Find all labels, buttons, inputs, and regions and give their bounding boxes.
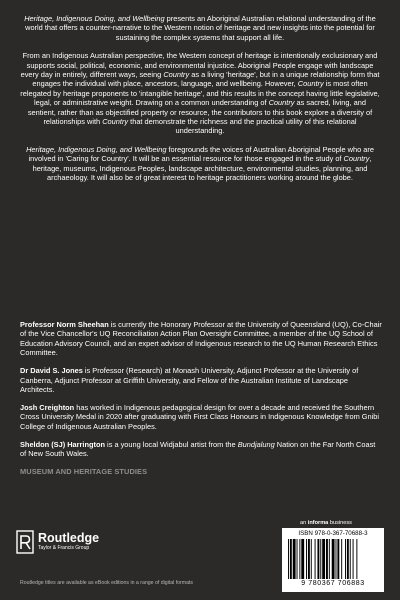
barcode-bar	[337, 539, 339, 579]
informa-business: an informa business	[300, 520, 352, 526]
routledge-r-icon	[16, 530, 34, 554]
barcode-bar	[350, 539, 351, 579]
bio-name: Dr David S. Jones	[20, 366, 83, 376]
barcode-bar	[326, 539, 328, 579]
barcode-bar	[332, 539, 335, 579]
barcode-bars	[288, 539, 378, 579]
book-title: Heritage, Indigenous Doing, and Wellbeing	[24, 14, 165, 23]
barcode-bar	[301, 539, 304, 579]
isbn-barcode	[282, 528, 384, 592]
barcode-bar	[293, 539, 296, 579]
publisher-name: Routledge	[38, 531, 100, 545]
barcode-bar	[353, 539, 354, 579]
barcode-bar	[345, 539, 346, 579]
barcode-bar	[315, 539, 316, 579]
barcode-digits: 9 780367 706883	[301, 580, 365, 587]
publisher-group: Taylor & Francis Group	[38, 545, 90, 551]
barcode-bar	[317, 539, 319, 579]
barcode-bar	[336, 539, 337, 579]
barcode-bar	[306, 539, 307, 579]
barcode-bar	[290, 539, 292, 579]
barcode-bar	[299, 539, 300, 579]
series-name: MUSEUM AND HERITAGE STUDIES	[20, 467, 148, 476]
barcode-bar	[341, 539, 342, 579]
barcode-bar	[308, 539, 310, 579]
author-bios	[20, 320, 382, 467]
description-paragraph-2: From an Indigenous Australian perspective, the Western concept of heritage is intentionally exclusionary and supports social, political, economic, and environmental injustice. Aboriginal People engage with landscape every day in entirely, different ways, seeing Country as a living 'heritage', but in a unique relationship form that engages the individual with place, ancestors, language, and wellbeing. However, Country is most often relegated by heritage proponents to 'intangible heritage', and this results in the concept having little legislative, legal, or administrative weight. Drawing on a common understanding of Country as sacred, living, and sentient, rather than as objectified property or resource, the contributors to this book explore a diversity of relationships with Country that demonstrate the richness and the practical utility of this relational understanding.	[20, 51, 380, 136]
bio-norm-sheehan: Professor Norm Sheehan is currently the Honorary Professor at the University of Queensland (UQ), Co-Chair of the Vice Chancellor's UQ Reconciliation Action Plan Oversight Committee, a member of the UQ School of Education Advisory Council, and an expert advisor of Indigenous research to the UQ Human Research Ethics Committee.	[20, 320, 382, 358]
bio-name: Sheldon (SJ) Harrington	[20, 439, 105, 449]
barcode-bar	[288, 539, 289, 579]
ebook-note: Routledge titles are available as eBook editions in a range of digital formats	[20, 580, 194, 586]
bio-josh-creighton: Josh Creighton has worked in Indigenous pedagogical design for over a decade and received the Southern Cross University Medal in 2020 after graduating with First Class Honours in Indigenous Knowledge from Gnibi College of Indigenous Australian Peoples.	[20, 403, 380, 431]
book-description	[20, 14, 380, 192]
barcode-bar	[347, 539, 349, 579]
description-paragraph-3: Heritage, Indigenous Doing, and Wellbeing foregrounds the voices of Australian Aboriginal People who are involved in 'Caring for Country'. It will be an essential resource for those engaged in the study of Country, heritage, museums, Indigenous Peoples, landscape architecture, environmental studies, planning, and archaeology. It will also be of great interest to heritage practitioners working around the globe.	[26, 144, 374, 183]
routledge-logo	[16, 530, 136, 560]
barcode-bar	[329, 539, 330, 579]
barcode-bar	[356, 539, 357, 579]
bio-sheldon-harrington: Sheldon (SJ) Harrington is a young local Widjabul artist from the Bundjalung Nation on the Far North Coast of New South Wales.	[20, 439, 376, 459]
isbn-number: ISBN 978-0-367-70688-3	[298, 530, 368, 537]
barcode-bar	[322, 539, 325, 579]
bio-david-jones: Dr David S. Jones is Professor (Research) at Monash University, Adjunct Professor at the University of Canberra, Adjunct Professor at Griffith University, and Fellow of the Australian Institute of Landscape Architects.	[20, 366, 359, 395]
barcode-bar	[311, 539, 312, 579]
bio-name: Josh Creighton	[20, 403, 75, 413]
bio-name: Professor Norm Sheehan	[20, 320, 109, 329]
barcode-bar	[297, 539, 298, 579]
description-paragraph-1: Heritage, Indigenous Doing, and Wellbeing presents an Aboriginal Australian relational understanding of the world that offers a counter-narrative to the Western notion of heritage and new insights into the potential for sustaining the complex systems that support all life.	[24, 14, 376, 42]
barcode-bar	[320, 539, 321, 579]
